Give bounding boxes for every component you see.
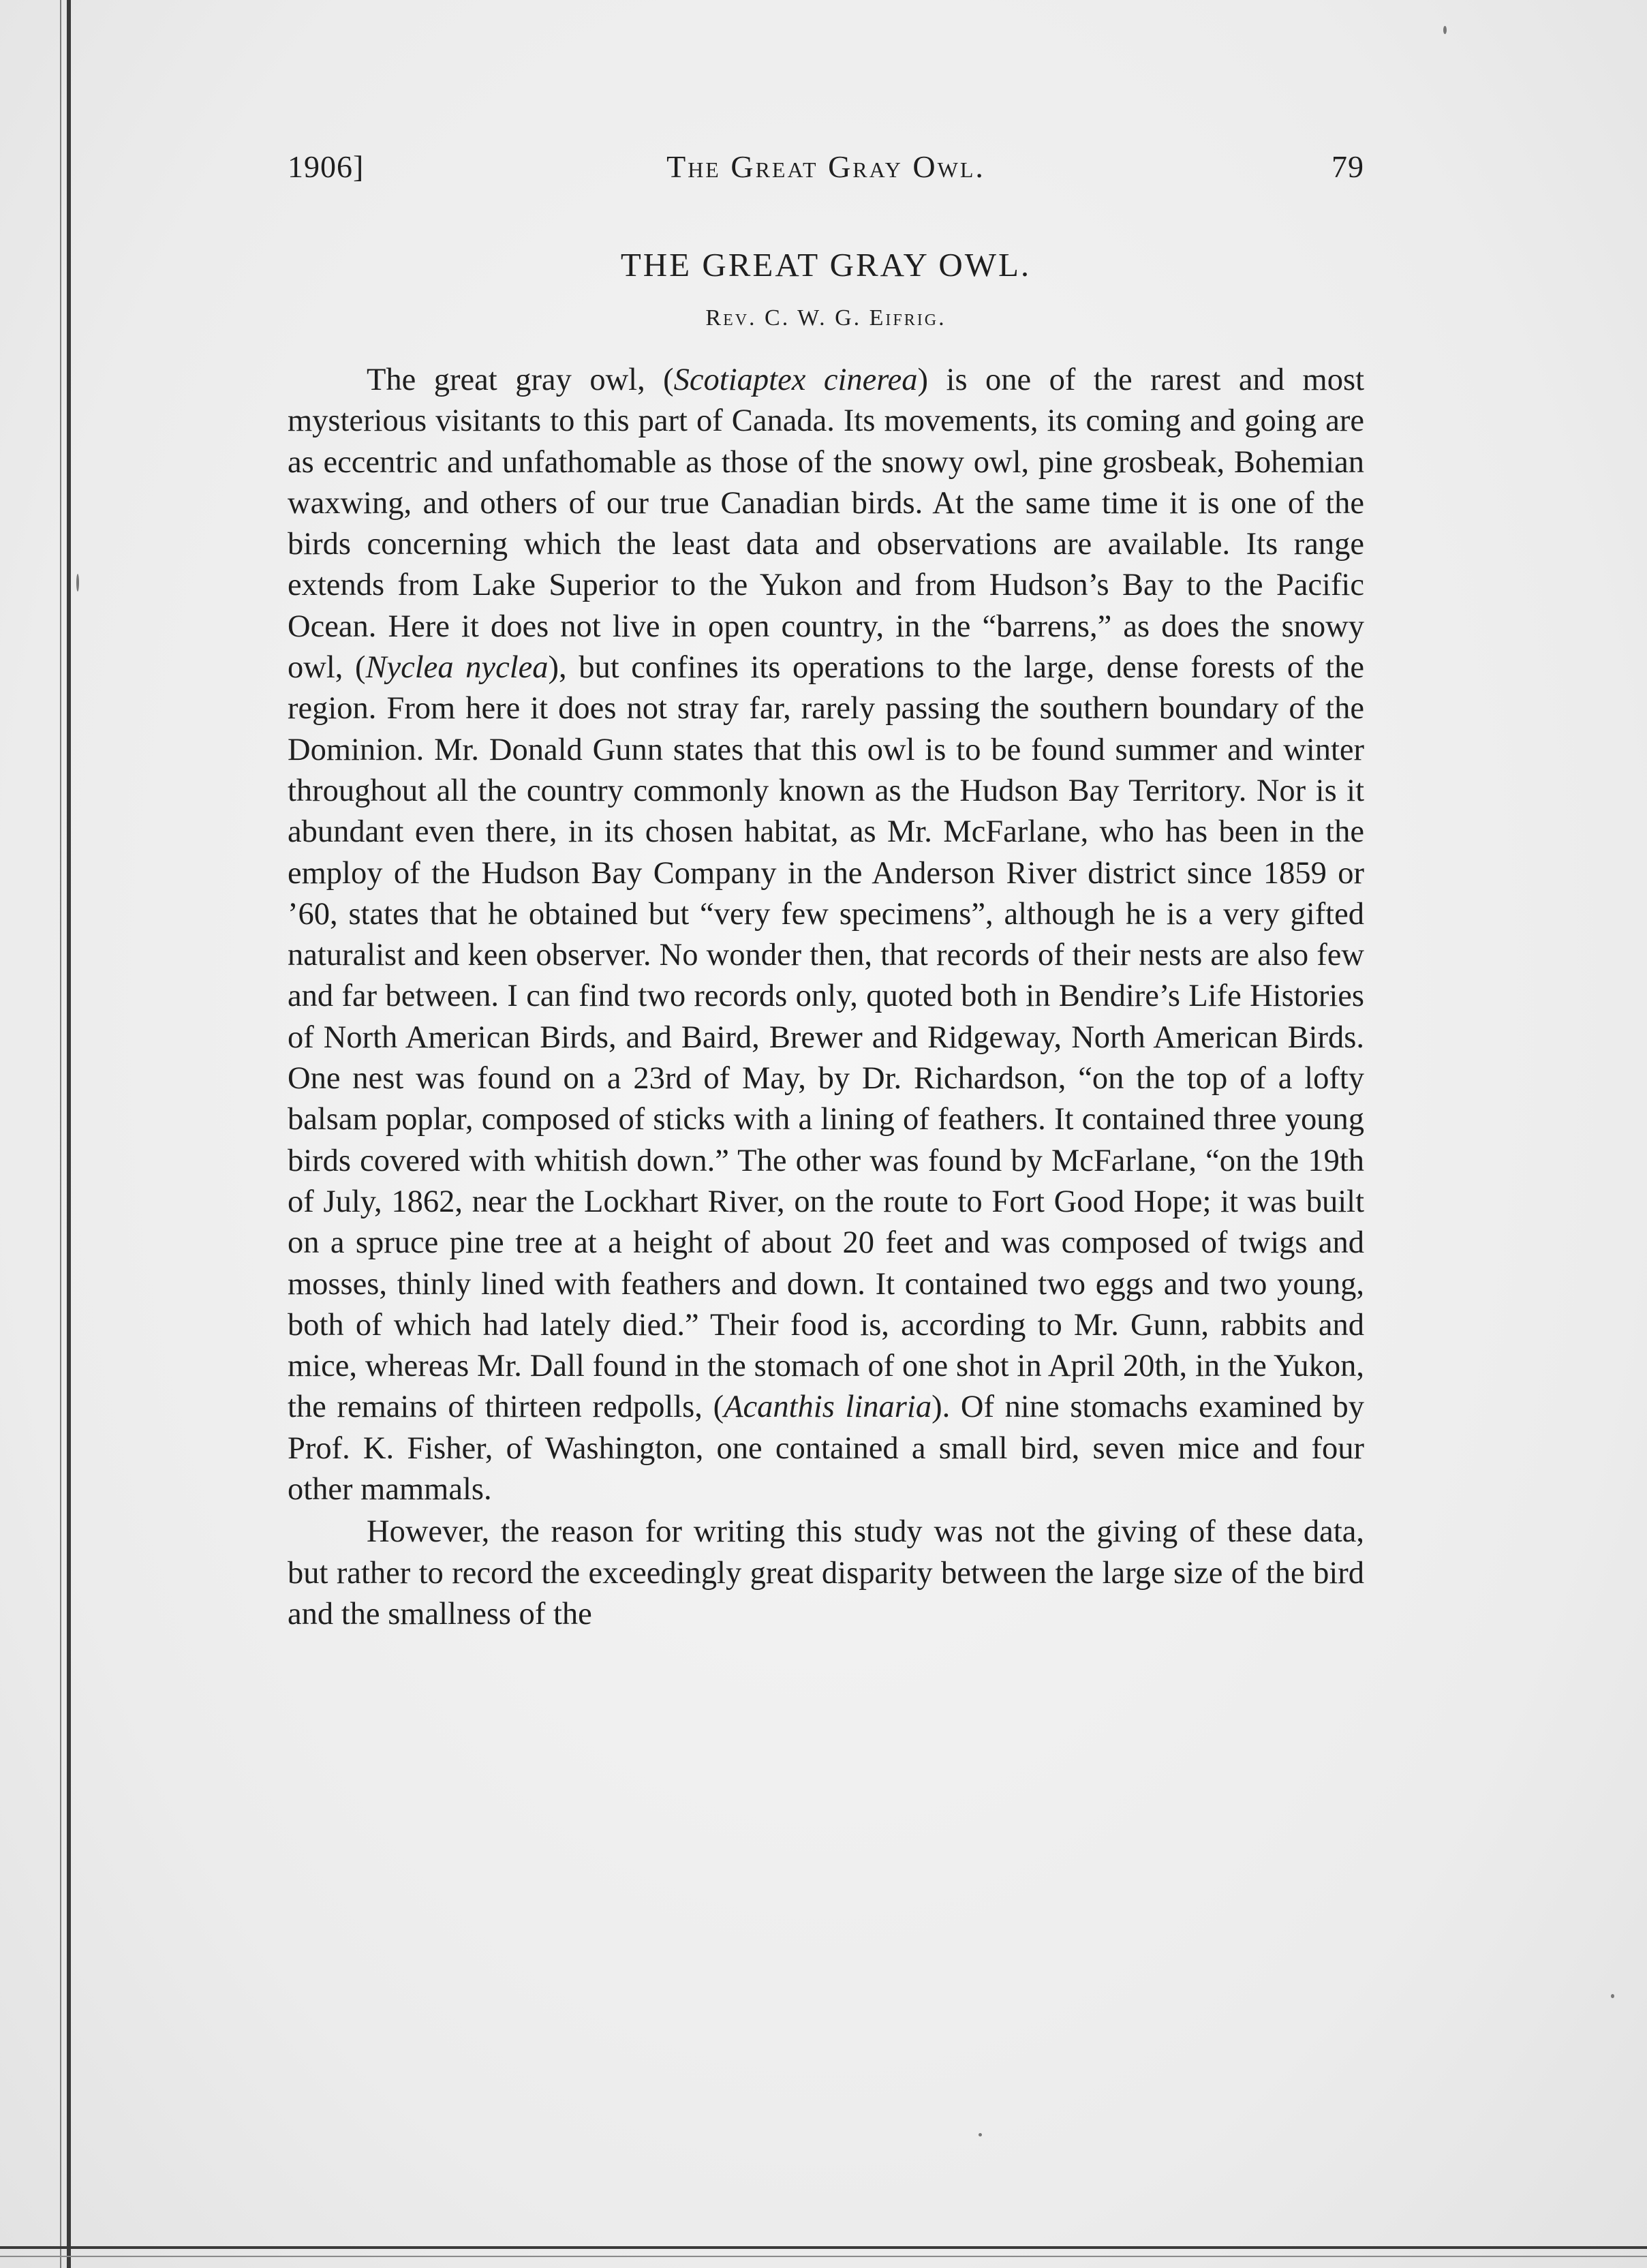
species-name-nyclea: Nyclea nyclea [365, 650, 549, 686]
article-title: THE GREAT GRAY OWL. [620, 246, 1032, 284]
speck [979, 2133, 982, 2136]
speck [1443, 26, 1447, 34]
article-byline: Rev. C. W. G. Eifrig. [705, 305, 946, 331]
binding-edge-line-thin [60, 0, 61, 2268]
binding-edge-line [67, 0, 71, 2268]
running-head-title: The Great Gray Owl. [666, 149, 985, 184]
speck [76, 574, 79, 592]
paragraph-1-text-a: The great gray owl, ( [367, 363, 674, 397]
article-body [288, 360, 1364, 1635]
bottom-edge-line [0, 2246, 1647, 2249]
paragraph-2: However, the reason for writing this study was not the giving of these data, but rather to record the exceedingly great disparity between the large size of the bird and the smallness of the [288, 1514, 1364, 1631]
speck [1611, 1994, 1614, 1998]
paragraph-1-text-g: ). Of nine stomachs examined by Prof. K. Fisher, of Washington, one contained a small bird, seven mice and four other mammals. [288, 1390, 1364, 1507]
species-name-acanthis: Acanthis linaria [724, 1390, 932, 1425]
paragraph-1-text-e: ), but confines its operations to the large, dense forests of the region. From here it does not stray far, rarely passing the southern boundary of the Dominion. Mr. Donald Gunn states that this owl is to be found summer and winter throughout all the country commonly known as the Hudson Bay Territory. Nor is it abundant even there, in its chosen habitat, as Mr. McFarlane, who has been in the employ of the Hudson Bay Company in the Anderson River district since 1859 or ’60, states that he obtained but “very few specimens”, although he is a very gifted naturalist and keen observer. No wonder then, that records of their nests are also few and far between. I can find two records only, quoted both in Bendire’s Life Histories of North American Birds, and Baird, Brewer and Ridgeway, North American Birds. One nest was found on a 23rd of May, by Dr. Richardson, “on the top of a lofty balsam poplar, composed of sticks with a lining of feathers. It contained three young birds covered with whitish down.” The other was found by McFarlane, “on the 19th of July, 1862, near the Lockhart River, on the route to Fort Good Hope; it was built on a spruce pine tree at a height of about 20 feet and was composed of twigs and mosses, thinly lined with feathers and down. It contained two eggs and two young, both of which had lately died.” Their food is, according to Mr. Gunn, rabbits and mice, whereas Mr. Dall found in the stomach of one shot in April 20th, in the Yukon, the remains of thirteen redpolls, ( [288, 650, 1364, 1425]
bottom-edge-line-thin [0, 2256, 1647, 2257]
page-number: 79 [1332, 149, 1364, 184]
running-head [288, 149, 1364, 196]
paragraph-1 [288, 360, 1364, 1510]
paragraph-1-text-c: ) is one of the rarest and most mysterious visitants to this part of Canada. Its movements, its coming and going are as eccentric and unfathomable as those of the snowy owl, pine grosbeak, Bohemian waxwing, and others of our true Canadian birds. At the same time it is one of the birds concerning which the least data and observations are available. Its range extends from Lake Superior to the Yukon and from Hudson’s Bay to the Pacific Ocean. Here it does not live in open country, in the “barrens,” as does the snowy owl, ( [288, 363, 1364, 686]
species-name-scotiaptex: Scotiaptex cinerea [673, 363, 918, 397]
running-head-year: 1906] [288, 149, 365, 184]
